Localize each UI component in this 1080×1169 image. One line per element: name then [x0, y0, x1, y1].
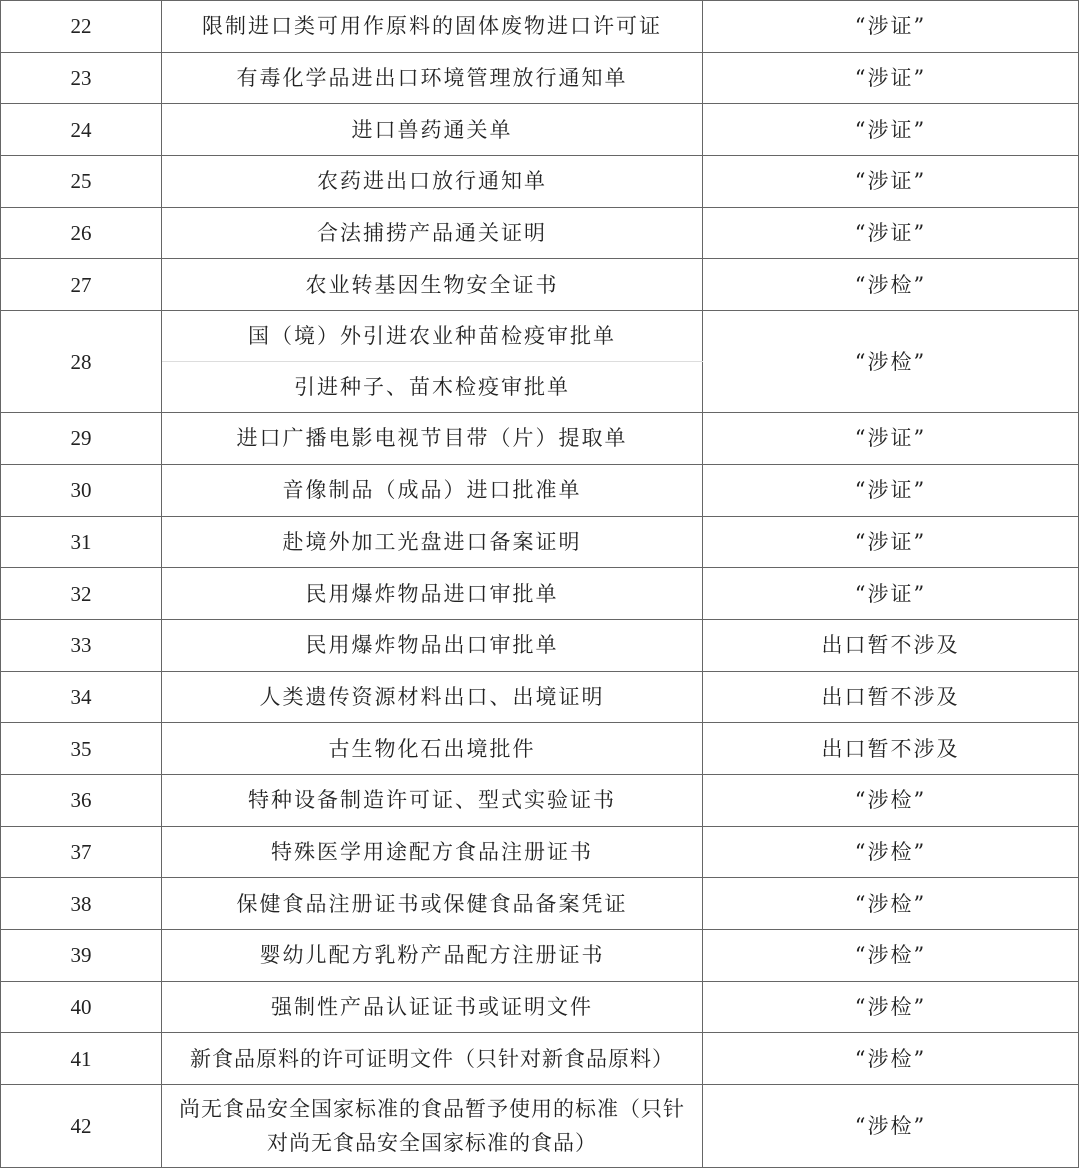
row-number: 23	[1, 52, 162, 104]
status-cell: “涉检”	[703, 1085, 1079, 1168]
table-row	[1, 464, 1079, 516]
document-name: 音像制品（成品）进口批准单	[162, 464, 703, 516]
table-row	[1, 774, 1079, 826]
document-name: 保健食品注册证书或保健食品备案凭证	[162, 878, 703, 930]
table-row	[1, 981, 1079, 1033]
row-number: 29	[1, 413, 162, 465]
table-row	[1, 104, 1079, 156]
table-row	[1, 568, 1079, 620]
status-cell: 出口暂不涉及	[703, 619, 1079, 671]
status-cell: “涉检”	[703, 826, 1079, 878]
table-row	[1, 1, 1079, 53]
row-number: 33	[1, 619, 162, 671]
row-number: 42	[1, 1085, 162, 1168]
row-number: 32	[1, 568, 162, 620]
document-name: 特殊医学用途配方食品注册证书	[162, 826, 703, 878]
row-number: 41	[1, 1033, 162, 1085]
table-row	[1, 1085, 1079, 1168]
status-cell: 出口暂不涉及	[703, 723, 1079, 775]
document-name: 尚无食品安全国家标准的食品暂予使用的标准（只针对尚无食品安全国家标准的食品）	[162, 1085, 703, 1168]
document-name: 古生物化石出境批件	[162, 723, 703, 775]
row-number: 26	[1, 207, 162, 259]
row-number: 40	[1, 981, 162, 1033]
document-name: 人类遗传资源材料出口、出境证明	[162, 671, 703, 723]
row-number: 31	[1, 516, 162, 568]
table-row	[1, 207, 1079, 259]
table-row	[1, 413, 1079, 465]
row-number: 37	[1, 826, 162, 878]
status-cell: “涉检”	[703, 981, 1079, 1033]
row-number: 22	[1, 1, 162, 53]
row-number: 27	[1, 259, 162, 311]
status-cell: “涉证”	[703, 464, 1079, 516]
document-name: 农药进出口放行通知单	[162, 156, 703, 208]
status-cell: “涉证”	[703, 52, 1079, 104]
status-cell: “涉检”	[703, 930, 1079, 982]
status-cell: “涉证”	[703, 568, 1079, 620]
row-number: 28	[1, 311, 162, 413]
document-name: 进口兽药通关单	[162, 104, 703, 156]
document-name: 民用爆炸物品进口审批单	[162, 568, 703, 620]
document-name: 民用爆炸物品出口审批单	[162, 619, 703, 671]
status-cell: “涉检”	[703, 311, 1079, 413]
document-name: 赴境外加工光盘进口备案证明	[162, 516, 703, 568]
status-cell: 出口暂不涉及	[703, 671, 1079, 723]
table-row	[1, 826, 1079, 878]
status-cell: “涉证”	[703, 1, 1079, 53]
document-name: 限制进口类可用作原料的固体废物进口许可证	[162, 1, 703, 53]
status-cell: “涉检”	[703, 774, 1079, 826]
document-name: 引进种子、苗木检疫审批单	[162, 362, 703, 413]
table-row	[1, 311, 1079, 362]
row-number: 39	[1, 930, 162, 982]
document-name: 农业转基因生物安全证书	[162, 259, 703, 311]
status-cell: “涉检”	[703, 1033, 1079, 1085]
status-cell: “涉证”	[703, 413, 1079, 465]
status-cell: “涉证”	[703, 516, 1079, 568]
table-row	[1, 930, 1079, 982]
table-row	[1, 619, 1079, 671]
row-number: 38	[1, 878, 162, 930]
table-row	[1, 259, 1079, 311]
table-row	[1, 671, 1079, 723]
table-row	[1, 156, 1079, 208]
status-cell: “涉证”	[703, 104, 1079, 156]
document-name: 合法捕捞产品通关证明	[162, 207, 703, 259]
table-row	[1, 878, 1079, 930]
table-row	[1, 52, 1079, 104]
document-name: 特种设备制造许可证、型式实验证书	[162, 774, 703, 826]
document-name: 进口广播电影电视节目带（片）提取单	[162, 413, 703, 465]
row-number: 25	[1, 156, 162, 208]
status-cell: “涉证”	[703, 207, 1079, 259]
table-row	[1, 516, 1079, 568]
table-row	[1, 1033, 1079, 1085]
row-number: 30	[1, 464, 162, 516]
status-cell: “涉检”	[703, 259, 1079, 311]
document-name: 强制性产品认证证书或证明文件	[162, 981, 703, 1033]
document-name: 新食品原料的许可证明文件（只针对新食品原料）	[162, 1033, 703, 1085]
row-number: 24	[1, 104, 162, 156]
status-cell: “涉检”	[703, 878, 1079, 930]
document-name: 国（境）外引进农业种苗检疫审批单	[162, 311, 703, 362]
row-number: 35	[1, 723, 162, 775]
document-name: 有毒化学品进出口环境管理放行通知单	[162, 52, 703, 104]
status-cell: “涉证”	[703, 156, 1079, 208]
table-row	[1, 723, 1079, 775]
row-number: 36	[1, 774, 162, 826]
document-name: 婴幼儿配方乳粉产品配方注册证书	[162, 930, 703, 982]
row-number: 34	[1, 671, 162, 723]
